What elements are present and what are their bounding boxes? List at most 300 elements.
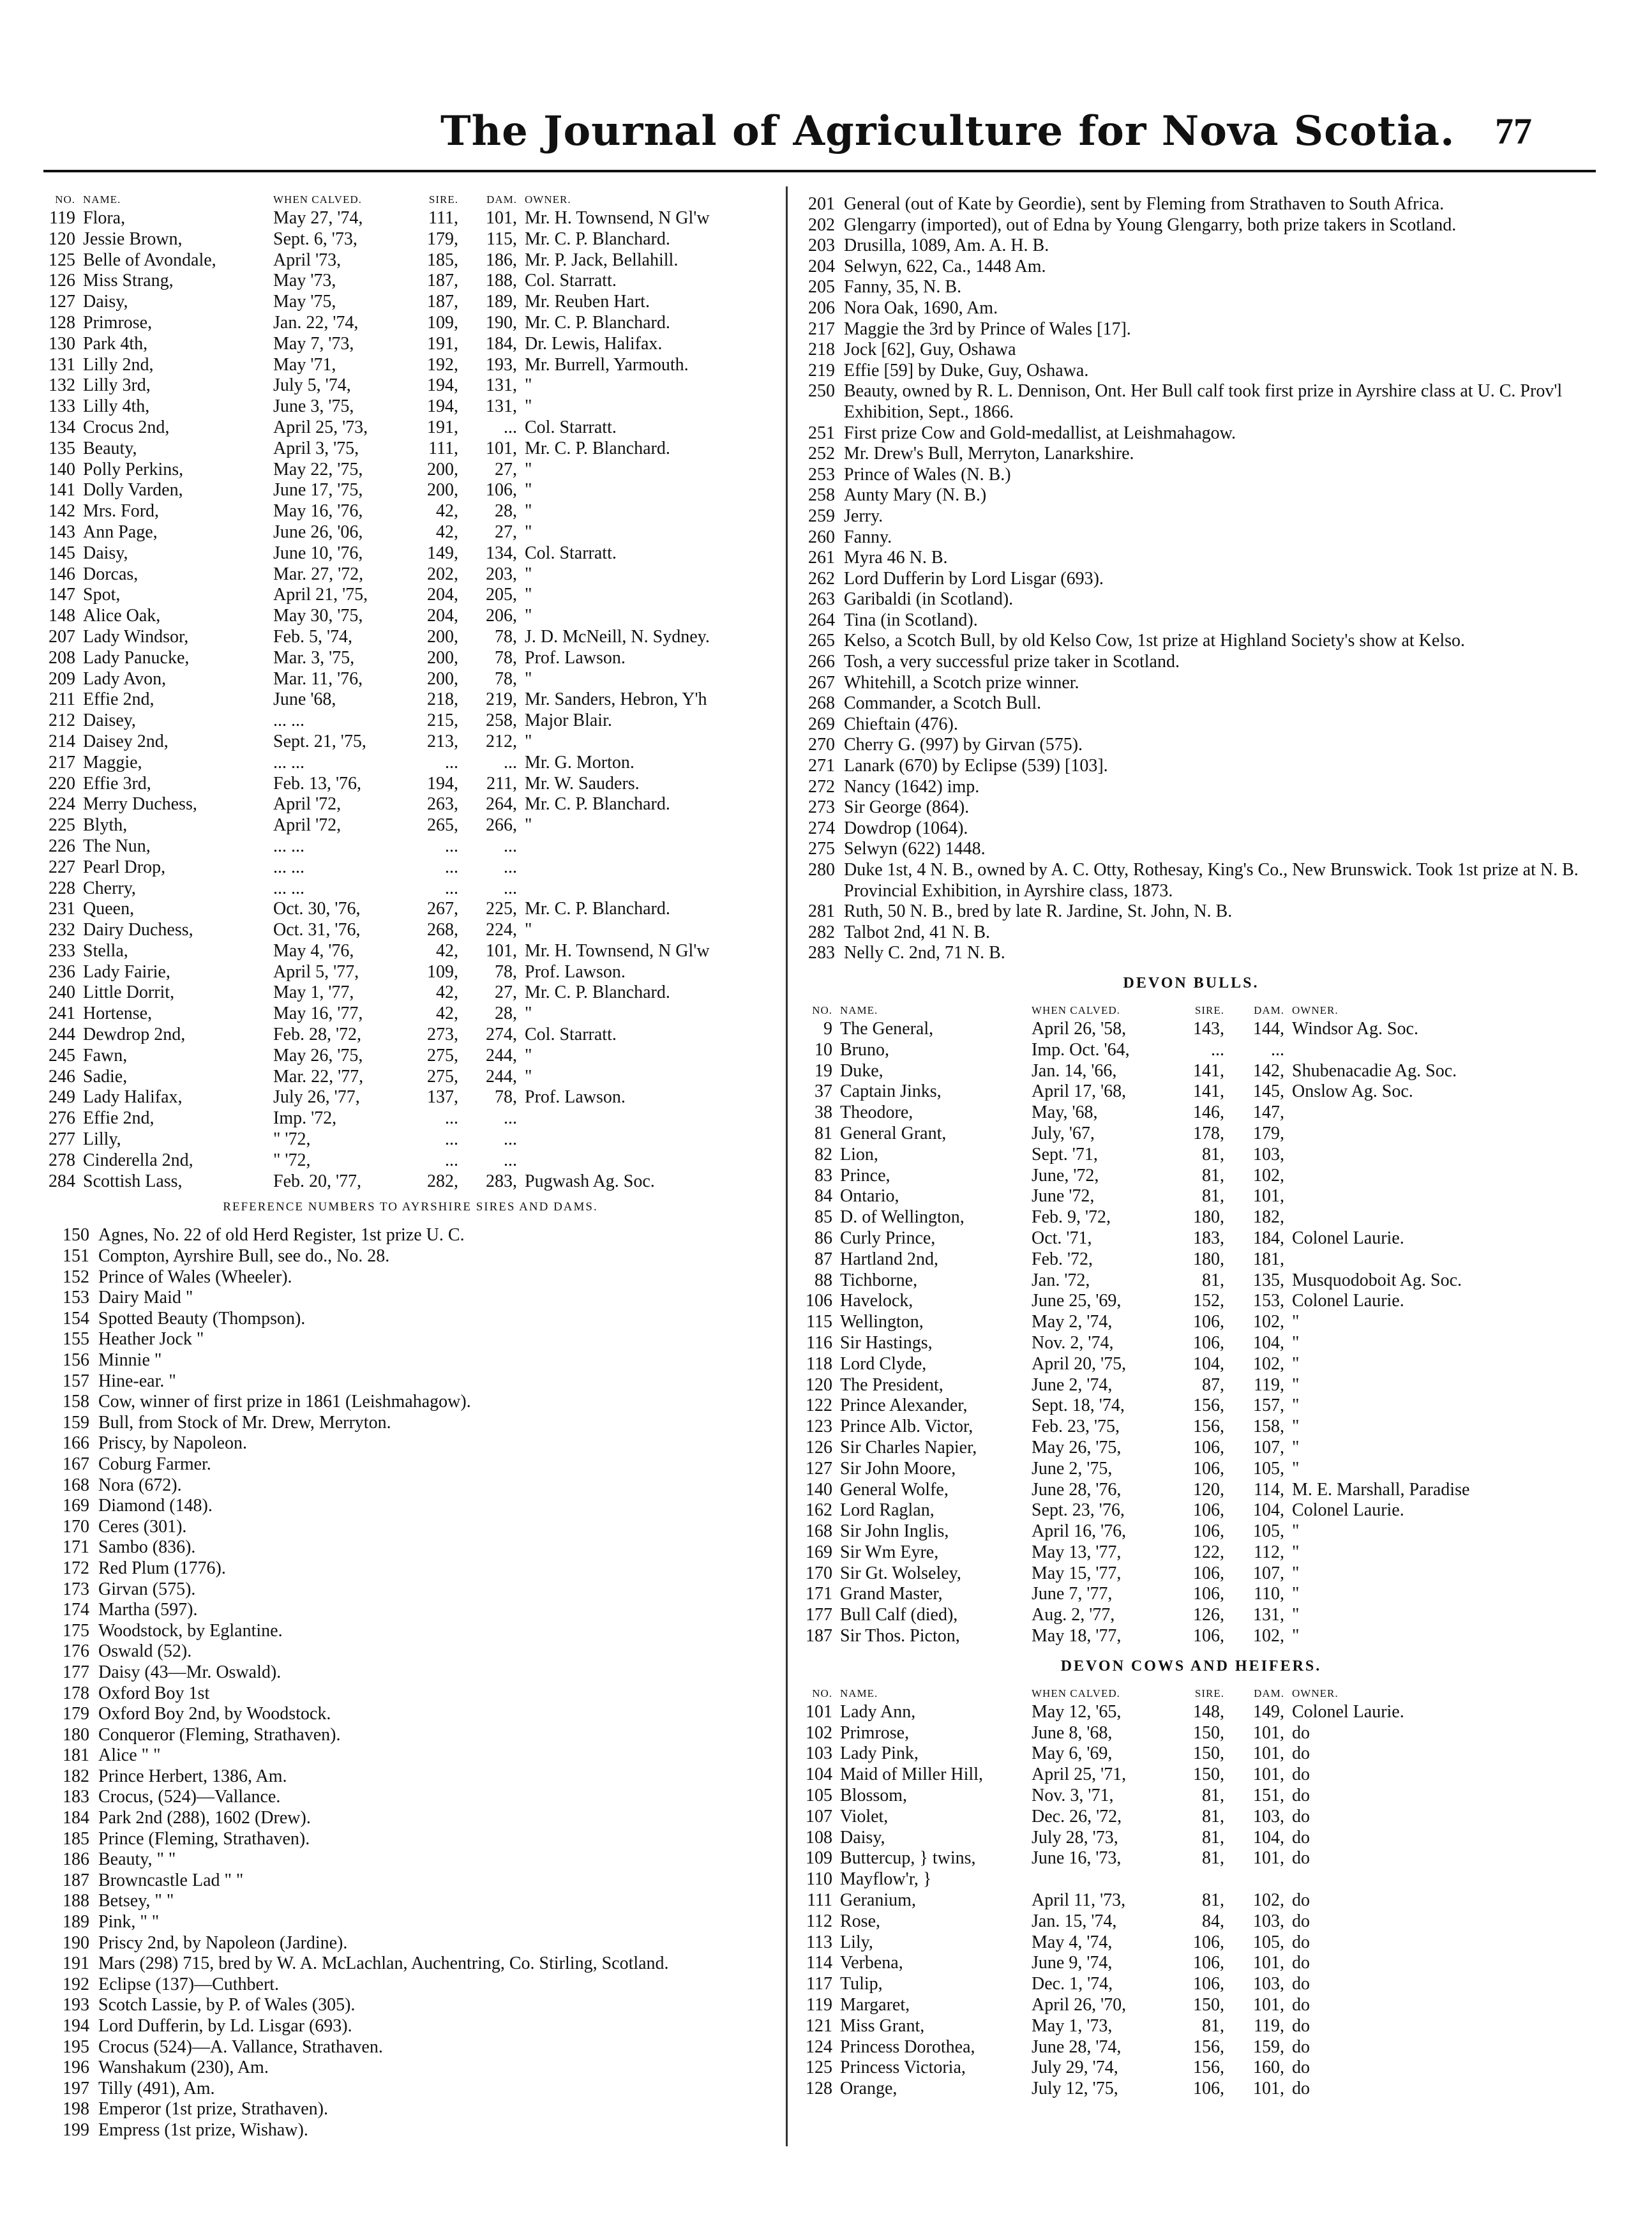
entry-name: Lady Pink, — [840, 1743, 919, 1764]
column-header: OWNER. — [525, 193, 571, 206]
entry-dam: 103, — [1253, 1806, 1284, 1826]
entry-name: Beauty, — [83, 438, 137, 458]
list-item — [43, 1329, 777, 1350]
entry-owner: Mr. C. P. Blanchard. — [525, 229, 670, 249]
entry-dam: 206, — [486, 606, 517, 626]
entry-sire: 81, — [1202, 1827, 1224, 1848]
reference-number: 191 — [63, 1954, 89, 1974]
entry-owner: Onslow Ag. Soc. — [1292, 1081, 1413, 1102]
entry-number: 123 — [806, 1417, 832, 1437]
entry-owner: " — [1292, 1417, 1300, 1437]
reference-number: 190 — [63, 1932, 89, 1953]
reference-text: Sambo (836). — [98, 1537, 196, 1558]
table-row — [789, 1186, 1593, 1207]
entry-dam: 101, — [486, 940, 517, 961]
entry-calved: Sept. 23, '76, — [1032, 1500, 1125, 1521]
reference-text: Nelly C. 2nd, 71 N. B. — [844, 943, 1005, 963]
entry-owner: do — [1292, 1765, 1310, 1785]
entry-owner: do — [1292, 1806, 1310, 1826]
entry-sire: 81, — [1202, 1144, 1224, 1164]
reference-number: 170 — [63, 1516, 89, 1537]
entry-sire: 183, — [1193, 1228, 1224, 1248]
reference-text: Coburg Farmer. — [98, 1454, 211, 1474]
entry-name: Lady Halifax, — [83, 1087, 183, 1108]
entry-dam: 105, — [1253, 1458, 1284, 1479]
entry-calved: Mar. 3, '75, — [273, 647, 355, 668]
reference-number: 217 — [808, 319, 835, 339]
entry-calved: April 16, '76, — [1032, 1521, 1127, 1542]
entry-sire: 109, — [427, 961, 458, 982]
entry-owner: " — [1292, 1437, 1300, 1457]
reference-number: 189 — [63, 1912, 89, 1932]
reference-text: Dowdrop (1064). — [844, 818, 968, 838]
entry-owner: " — [525, 606, 532, 626]
entry-sire: ... — [445, 857, 458, 877]
entry-name: Princess Victoria, — [840, 2058, 966, 2078]
table-row — [789, 1145, 1593, 1166]
entry-owner — [1292, 1249, 1593, 1270]
entry-number: 85 — [815, 1207, 832, 1228]
entry-number: 128 — [806, 2079, 832, 2099]
entry-owner: do — [1292, 1786, 1310, 1806]
entry-name: Lady Avon, — [83, 668, 167, 689]
entry-dam: 28, — [495, 501, 517, 522]
entry-sire: 200, — [427, 626, 458, 647]
table-row — [43, 711, 777, 732]
table-row — [789, 1124, 1593, 1145]
entry-calved: May 26, '75, — [1032, 1437, 1122, 1457]
column-header: OWNER. — [1292, 1687, 1339, 1699]
entry-owner: Colonel Laurie. — [1292, 1228, 1404, 1248]
entry-dam: 184, — [486, 333, 517, 354]
table-row — [789, 1765, 1593, 1786]
entry-name: Tulip, — [840, 1974, 883, 1994]
entry-owner — [1292, 1124, 1593, 1145]
entry-name: Hortense, — [83, 1004, 153, 1024]
entry-name: Violet, — [840, 1806, 889, 1826]
list-item — [789, 548, 1593, 569]
list-item — [789, 236, 1593, 257]
column-header: NAME. — [840, 1004, 878, 1016]
entry-calved: June 2, '75, — [1032, 1458, 1113, 1479]
table-row — [789, 2079, 1593, 2100]
list-item — [43, 2099, 777, 2120]
table-row — [789, 1207, 1593, 1228]
entry-dam: 205, — [486, 585, 517, 605]
list-item — [43, 1641, 777, 1662]
reference-text: Prince of Wales (N. B.) — [844, 464, 1011, 485]
entry-number: 9 — [823, 1018, 832, 1039]
entry-number: 169 — [806, 1542, 832, 1562]
entry-dam: 101, — [1253, 1186, 1284, 1207]
entry-sire: 81, — [1202, 1848, 1224, 1869]
entry-sire: 187, — [427, 271, 458, 291]
entry-owner: " — [1292, 1542, 1300, 1562]
reference-text: Nora Oak, 1690, Am. — [844, 297, 998, 318]
entry-calved: Feb. 9, '72, — [1032, 1207, 1111, 1228]
table-row — [789, 1166, 1593, 1187]
entry-dam: 78, — [495, 1087, 517, 1108]
table-row — [789, 1953, 1593, 1974]
entry-number: 126 — [806, 1437, 832, 1457]
list-item — [43, 1267, 777, 1288]
entry-dam: ... — [1271, 1039, 1284, 1060]
entry-number: 249 — [49, 1087, 75, 1108]
entry-name: Rose, — [840, 1911, 880, 1931]
reference-text: Maggie the 3rd by Prince of Wales [17]. — [844, 319, 1131, 339]
table-row — [789, 1995, 1593, 2016]
entry-name: Cherry, — [83, 878, 136, 898]
entry-name: Primrose, — [840, 1722, 910, 1743]
table-row — [789, 2016, 1593, 2037]
entry-dam: 179, — [1253, 1123, 1284, 1143]
entry-dam: 203, — [486, 564, 517, 584]
list-item — [43, 1766, 777, 1788]
reference-number: 260 — [808, 527, 835, 547]
table-row — [789, 1249, 1593, 1270]
entry-number: 131 — [49, 354, 75, 375]
entry-dam: 103, — [1253, 1974, 1284, 1994]
entry-number: 171 — [806, 1584, 832, 1604]
table-row — [789, 1828, 1593, 1849]
entry-calved: April 25, '71, — [1032, 1765, 1127, 1785]
list-item — [43, 1871, 777, 1892]
entry-owner: Mr. C. P. Blanchard. — [525, 899, 670, 919]
entry-number: 227 — [49, 857, 75, 877]
entry-sire: 150, — [1193, 1765, 1224, 1785]
reference-text: Park 2nd (288), 1602 (Drew). — [98, 1808, 311, 1828]
table-row — [43, 250, 777, 271]
entry-name: Ontario, — [840, 1186, 899, 1207]
reference-text: Tilly (491), Am. — [98, 2078, 215, 2098]
entry-name: Geranium, — [840, 1890, 916, 1911]
reference-number: 266 — [808, 652, 835, 672]
entry-calved: Feb. 28, '72, — [273, 1025, 362, 1045]
list-item — [789, 215, 1593, 236]
entry-name: Curly Prince, — [840, 1228, 936, 1248]
entry-name: General Grant, — [840, 1123, 947, 1143]
entry-sire: 106, — [1193, 1458, 1224, 1479]
entry-sire: 156, — [1193, 1396, 1224, 1416]
entry-name: Daisy, — [83, 292, 128, 312]
entry-number: 170 — [806, 1563, 832, 1583]
entry-number: 168 — [806, 1521, 832, 1542]
reference-number: 171 — [63, 1537, 89, 1558]
entry-sire: 81, — [1202, 2015, 1224, 2036]
entry-number: 207 — [49, 626, 75, 647]
reference-number: 166 — [63, 1433, 89, 1454]
table-row — [789, 1417, 1593, 1438]
reference-text: Fanny. — [844, 527, 892, 547]
list-item — [789, 735, 1593, 756]
entry-name: Primrose, — [83, 312, 153, 333]
entry-dam: ... — [504, 417, 517, 437]
entry-name: Princess Dorothea, — [840, 2037, 975, 2057]
list-item — [789, 777, 1593, 798]
entry-dam: 224, — [486, 920, 517, 940]
ayrshire-reference-title: REFERENCE NUMBERS TO AYRSHIRE SIRES AND DAMS. — [223, 1200, 598, 1214]
reference-text: Girvan (575). — [98, 1579, 196, 1599]
entry-sire: 275, — [427, 1045, 458, 1065]
entry-name: Dolly Varden, — [83, 480, 183, 501]
list-item — [43, 1392, 777, 1413]
entry-name: Dewdrop 2nd, — [83, 1025, 186, 1045]
right-column — [789, 192, 1593, 2100]
entry-number: 132 — [49, 375, 75, 396]
entry-dam: 283, — [486, 1171, 517, 1191]
table-row — [789, 1974, 1593, 1995]
list-item — [43, 1246, 777, 1267]
entry-calved: June 7, '77, — [1032, 1584, 1113, 1604]
list-item — [43, 1933, 777, 1954]
table-row — [789, 1354, 1593, 1375]
list-item — [789, 277, 1593, 298]
entry-name: Wellington, — [840, 1312, 924, 1332]
entry-calved: Feb. 23, '75, — [1032, 1417, 1120, 1437]
reference-number: 185 — [63, 1828, 89, 1849]
entry-number: 117 — [806, 1974, 832, 1994]
entry-sire: 215, — [427, 711, 458, 731]
entry-calved: June 16, '73, — [1032, 1848, 1122, 1869]
list-item — [789, 922, 1593, 944]
table-row — [789, 1869, 1593, 1890]
reference-text: Mars (298) 715, bred by W. A. McLachlan, Auchentring, Co. Stirling, Scotland. — [98, 1954, 669, 1974]
entry-dam: 153, — [1253, 1291, 1284, 1311]
entry-owner: Mr. H. Townsend, N Gl'w — [525, 940, 710, 961]
reference-number: 201 — [808, 194, 835, 214]
entry-dam: 101, — [1253, 1743, 1284, 1764]
entry-dam: 101, — [1253, 1722, 1284, 1743]
table-row — [43, 375, 777, 396]
entry-number: 115 — [806, 1312, 832, 1332]
entry-name: Blossom, — [840, 1786, 908, 1806]
table-row — [789, 2058, 1593, 2079]
entry-name: Margaret, — [840, 1995, 910, 2015]
reference-text: General (out of Kate by Geordie), sent by Fleming from Strathaven to South Africa. — [844, 194, 1445, 214]
table-row — [43, 522, 777, 543]
list-item — [789, 714, 1593, 735]
entry-number: 232 — [49, 920, 75, 940]
entry-owner: Major Blair. — [525, 711, 612, 731]
table-row — [43, 501, 777, 522]
entry-number: 37 — [815, 1081, 832, 1102]
entry-calved: Sept. 21, '75, — [273, 731, 366, 751]
entry-sire: 81, — [1202, 1786, 1224, 1806]
entry-sire: 106, — [1193, 1953, 1224, 1973]
column-header: SIRE. — [1194, 1004, 1224, 1016]
reference-number: 155 — [63, 1329, 89, 1350]
column-header: DAM. — [486, 193, 517, 206]
list-item — [789, 319, 1593, 340]
entry-dam: 149, — [1253, 1701, 1284, 1722]
reference-text: Betsey, " " — [98, 1891, 174, 1911]
entry-dam: 212, — [486, 731, 517, 751]
reference-text: Mr. Drew's Bull, Merryton, Lanarkshire. — [844, 444, 1134, 464]
table-row — [789, 1333, 1593, 1354]
entry-dam: 101, — [1253, 1848, 1284, 1869]
entry-owner — [1292, 1103, 1593, 1124]
reference-text: Garibaldi (in Scotland). — [844, 589, 1014, 610]
entry-name: Flora, — [83, 208, 126, 228]
reference-number: 272 — [808, 776, 835, 797]
entry-calved: May 13, '77, — [1032, 1542, 1122, 1562]
ayrshire-reference-list-right — [789, 194, 1593, 964]
entry-number: 143 — [49, 522, 75, 542]
entry-name: Dairy Duchess, — [83, 920, 193, 940]
reference-number: 205 — [808, 277, 835, 297]
entry-name: Merry Duchess, — [83, 794, 197, 815]
list-item — [43, 1600, 777, 1621]
entry-number: 212 — [49, 711, 75, 731]
table-row — [43, 774, 777, 795]
entry-dam: 102, — [1253, 1890, 1284, 1911]
table-row — [789, 1081, 1593, 1103]
entry-calved: ... ... — [273, 711, 304, 731]
entry-sire: 180, — [1193, 1207, 1224, 1228]
list-item — [789, 527, 1593, 548]
table-row — [43, 585, 777, 606]
column-header: WHEN CALVED. — [1032, 1004, 1120, 1016]
reference-text: Duke 1st, 4 N. B., owned by A. C. Otty, Rothesay, King's Co., New Brunswick. Took 1st prize at N. B. Provincial Exhibition, in Ayrshire class, 1873. — [844, 860, 1579, 901]
entry-calved: Imp. '72, — [273, 1108, 337, 1129]
entry-name: The President, — [840, 1374, 943, 1395]
list-item — [789, 506, 1593, 527]
reference-number: 192 — [63, 1974, 89, 1994]
entry-sire: 81, — [1202, 1270, 1224, 1290]
entry-calved: April 11, '73, — [1032, 1890, 1126, 1911]
entry-sire: 42, — [436, 983, 458, 1003]
entry-sire: 202, — [427, 564, 458, 584]
entry-owner — [525, 857, 777, 878]
entry-name: Captain Jinks, — [840, 1081, 942, 1102]
reference-number: 283 — [808, 943, 835, 963]
entry-sire: 141, — [1193, 1081, 1224, 1102]
reference-text: Tosh, a very successful prize taker in Scotland. — [844, 652, 1180, 672]
entry-name: Ann Page, — [83, 522, 158, 542]
entry-sire: 122, — [1193, 1542, 1224, 1562]
entry-dam: 101, — [486, 438, 517, 458]
table-row — [43, 355, 777, 376]
entry-number: 233 — [49, 940, 75, 961]
entry-name: Daisey, — [83, 711, 136, 731]
entry-number: 19 — [815, 1060, 832, 1081]
reference-text: Talbot 2nd, 41 N. B. — [844, 922, 991, 942]
reference-number: 178 — [63, 1683, 89, 1703]
entry-name: Effie 2nd, — [83, 1108, 154, 1129]
list-item — [789, 652, 1593, 673]
entry-sire: 150, — [1193, 1743, 1224, 1764]
entry-dam: 103, — [1253, 1911, 1284, 1931]
entry-number: 228 — [49, 878, 75, 898]
list-item — [789, 610, 1593, 631]
reference-text: Martha (597). — [98, 1600, 198, 1620]
reference-text: Lord Dufferin, by Ld. Lisgar (693). — [98, 2016, 352, 2037]
entry-sire: ... — [445, 878, 458, 898]
reference-number: 280 — [808, 860, 835, 880]
list-item — [789, 860, 1593, 901]
entry-owner: Dr. Lewis, Halifax. — [525, 333, 663, 354]
list-item — [43, 1725, 777, 1746]
entry-dam: 107, — [1253, 1437, 1284, 1457]
entry-calved: June 2, '74, — [1032, 1374, 1113, 1395]
table-row — [789, 1375, 1593, 1396]
entry-name: Lady Fairie, — [83, 961, 170, 982]
reference-text: Prince of Wales (Wheeler). — [98, 1267, 292, 1287]
entry-sire: 81, — [1202, 1165, 1224, 1186]
entry-number: 240 — [49, 983, 75, 1003]
reference-number: 282 — [808, 922, 835, 942]
reference-number: 265 — [808, 631, 835, 651]
entry-calved: Jan. 22, '74, — [273, 312, 359, 333]
entry-number: 147 — [49, 585, 75, 605]
reference-number: 218 — [808, 340, 835, 360]
entry-calved: July, '67, — [1032, 1123, 1095, 1143]
reference-number: 177 — [63, 1662, 89, 1682]
entry-calved: " '72, — [273, 1129, 311, 1150]
entry-name: Lord Clyde, — [840, 1353, 927, 1374]
entry-owner — [1292, 1040, 1593, 1061]
table-row — [43, 857, 777, 878]
ayrshire-register-table — [43, 192, 777, 1192]
reference-number: 187 — [63, 1870, 89, 1890]
table-row — [43, 878, 777, 900]
list-item — [43, 2016, 777, 2037]
entry-name: Buttercup, } twins, — [840, 1848, 976, 1869]
table-row — [789, 1626, 1593, 1647]
ayrshire-reference-list-left — [43, 1225, 777, 2141]
entry-calved: May 6, '69, — [1032, 1743, 1113, 1764]
reference-number: 259 — [808, 506, 835, 526]
entry-number: 87 — [815, 1249, 832, 1269]
entry-sire: 141, — [1193, 1060, 1224, 1081]
entry-dam: 78, — [495, 961, 517, 982]
reference-number: 173 — [63, 1579, 89, 1599]
entry-number: 146 — [49, 564, 75, 584]
entry-owner: Mr. Reuben Hart. — [525, 292, 650, 312]
reference-number: 253 — [808, 464, 835, 485]
entry-dam: 182, — [1253, 1207, 1284, 1228]
reference-number: 182 — [63, 1766, 89, 1786]
reference-text: Nancy (1642) imp. — [844, 776, 980, 797]
column-header: SIRE. — [428, 193, 458, 206]
reference-number: 268 — [808, 693, 835, 714]
entry-name: Effie 3rd, — [83, 773, 151, 794]
entry-sire: 204, — [427, 606, 458, 626]
table-row — [43, 627, 777, 648]
entry-dam: 107, — [1253, 1563, 1284, 1583]
list-item — [789, 485, 1593, 506]
entry-calved — [1032, 1869, 1178, 1890]
entry-sire: 143, — [1193, 1018, 1224, 1039]
entry-calved: ... ... — [273, 836, 304, 856]
reference-number: 251 — [808, 423, 835, 443]
entry-dam: 184, — [1253, 1228, 1284, 1248]
entry-calved: June, '72, — [1032, 1165, 1099, 1186]
entry-calved: July 29, '74, — [1032, 2058, 1118, 2078]
table-row — [789, 1563, 1593, 1585]
table-row — [43, 794, 777, 815]
entry-owner: do — [1292, 1848, 1310, 1869]
entry-number: 110 — [806, 1869, 832, 1890]
entry-sire: 273, — [427, 1025, 458, 1045]
table-row — [789, 1103, 1593, 1124]
reference-number: 281 — [808, 901, 835, 922]
reference-text: Oswald (52). — [98, 1641, 192, 1662]
entry-name: Havelock, — [840, 1291, 913, 1311]
entry-calved: May 27, '74, — [273, 208, 363, 228]
entry-calved: April 26, '58, — [1032, 1018, 1127, 1039]
entry-number: 245 — [49, 1045, 75, 1065]
